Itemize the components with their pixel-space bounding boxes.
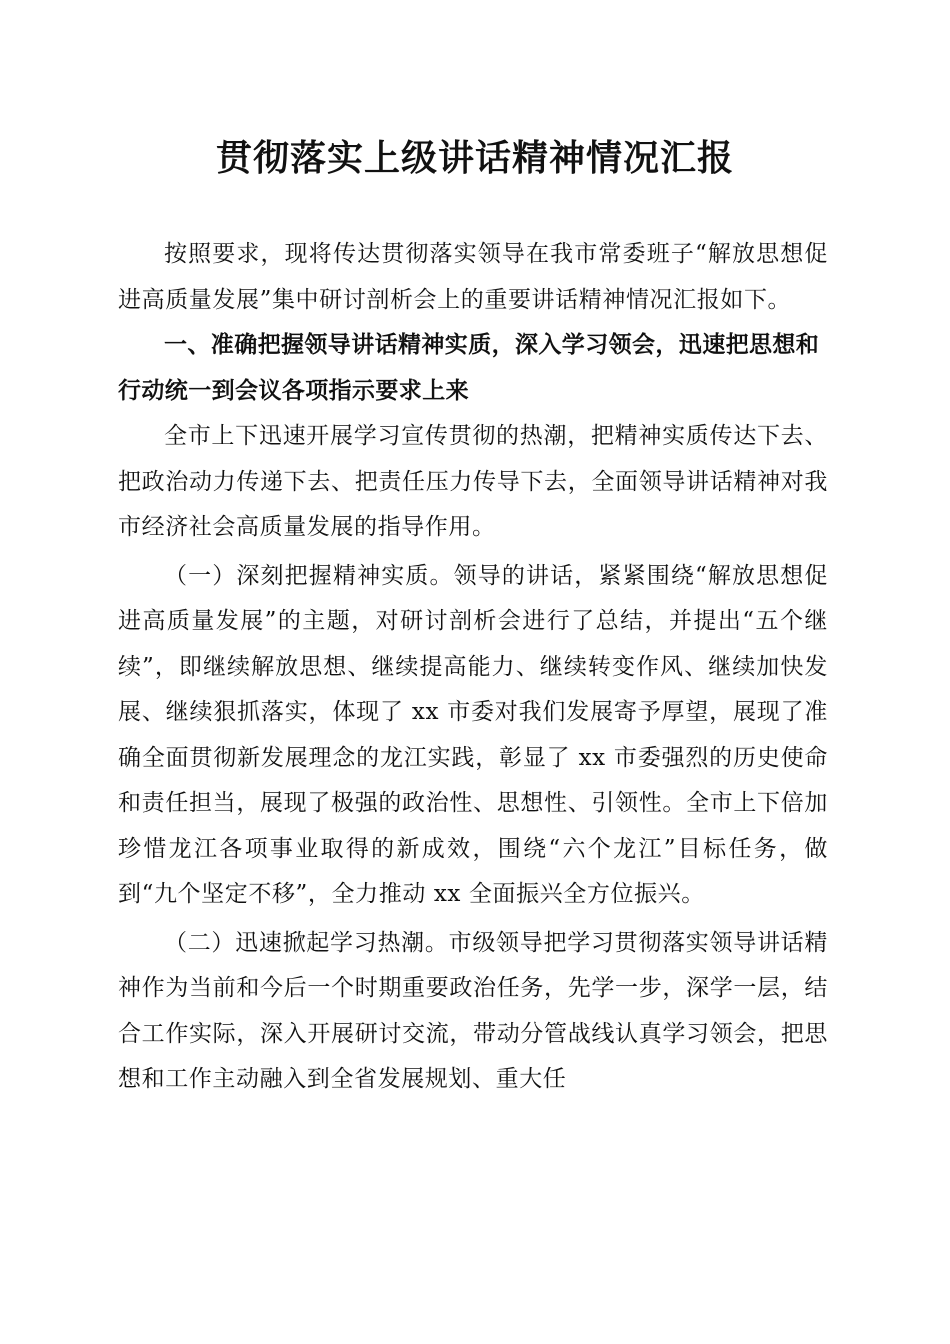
subsection-2-lead: （二）迅速掀起学习热潮。 bbox=[164, 929, 449, 956]
intro-paragraph: 按照要求，现将传达贯彻落实领导在我市常委班子“解放思想促进高质量发展”集中研讨剖析会上的重要讲话精神情况汇报如下。 bbox=[118, 241, 828, 313]
subsection-1-paragraph bbox=[118, 554, 828, 918]
section-1-paragraph: 全市上下迅速开展学习宣传贯彻的热潮，把精神实质传达下去、把政治动力传递下去、把责任压力传导下去，全面领导讲话精神对我市经济社会高质量发展的指导作用。 bbox=[118, 423, 828, 540]
document-title: 贯彻落实上级讲话精神情况汇报 bbox=[215, 137, 734, 179]
subsection-2-paragraph bbox=[118, 921, 828, 1103]
document-body bbox=[118, 232, 828, 1103]
subsection-1-text: 领导的讲话，紧紧围绕“解放思想促进高质量发展”的主题，对研讨剖析会进行了总结，并提出“五个继续”，即继续解放思想、继续提高能力、继续转变作风、继续加快发展、继续狠抓落实，体现了 xx 市委对我们发展寄予厚望，展现了准确全面贯彻新发展理念的龙江实践，彰显了 xx 市委强烈的历史使命和责任担当，展现了极强的政治性、思想性、引领性。全市上下倍加珍惜龙江各项事业取得的新成效，围绕“六个龙江”目标任务，做到“九个坚定不移”，全力推动 xx 全面振兴全方位振兴。 bbox=[118, 562, 829, 907]
section-1-heading: 一、准确把握领导讲话精神实质，深入学习领会，迅速把思想和行动统一到会议各项指示要求上来 bbox=[118, 332, 820, 404]
subsection-1-lead: （一）深刻把握精神实质。 bbox=[164, 562, 454, 589]
subsection-2-text: 市级领导把学习贯彻落实领导讲话精神作为当前和今后一个时期重要政治任务，先学一步，深学一层，结合工作实际，深入开展研讨交流，带动分管战线认真学习领会，把思想和工作主动融入到全省发展规划、重大任 bbox=[118, 929, 828, 1092]
